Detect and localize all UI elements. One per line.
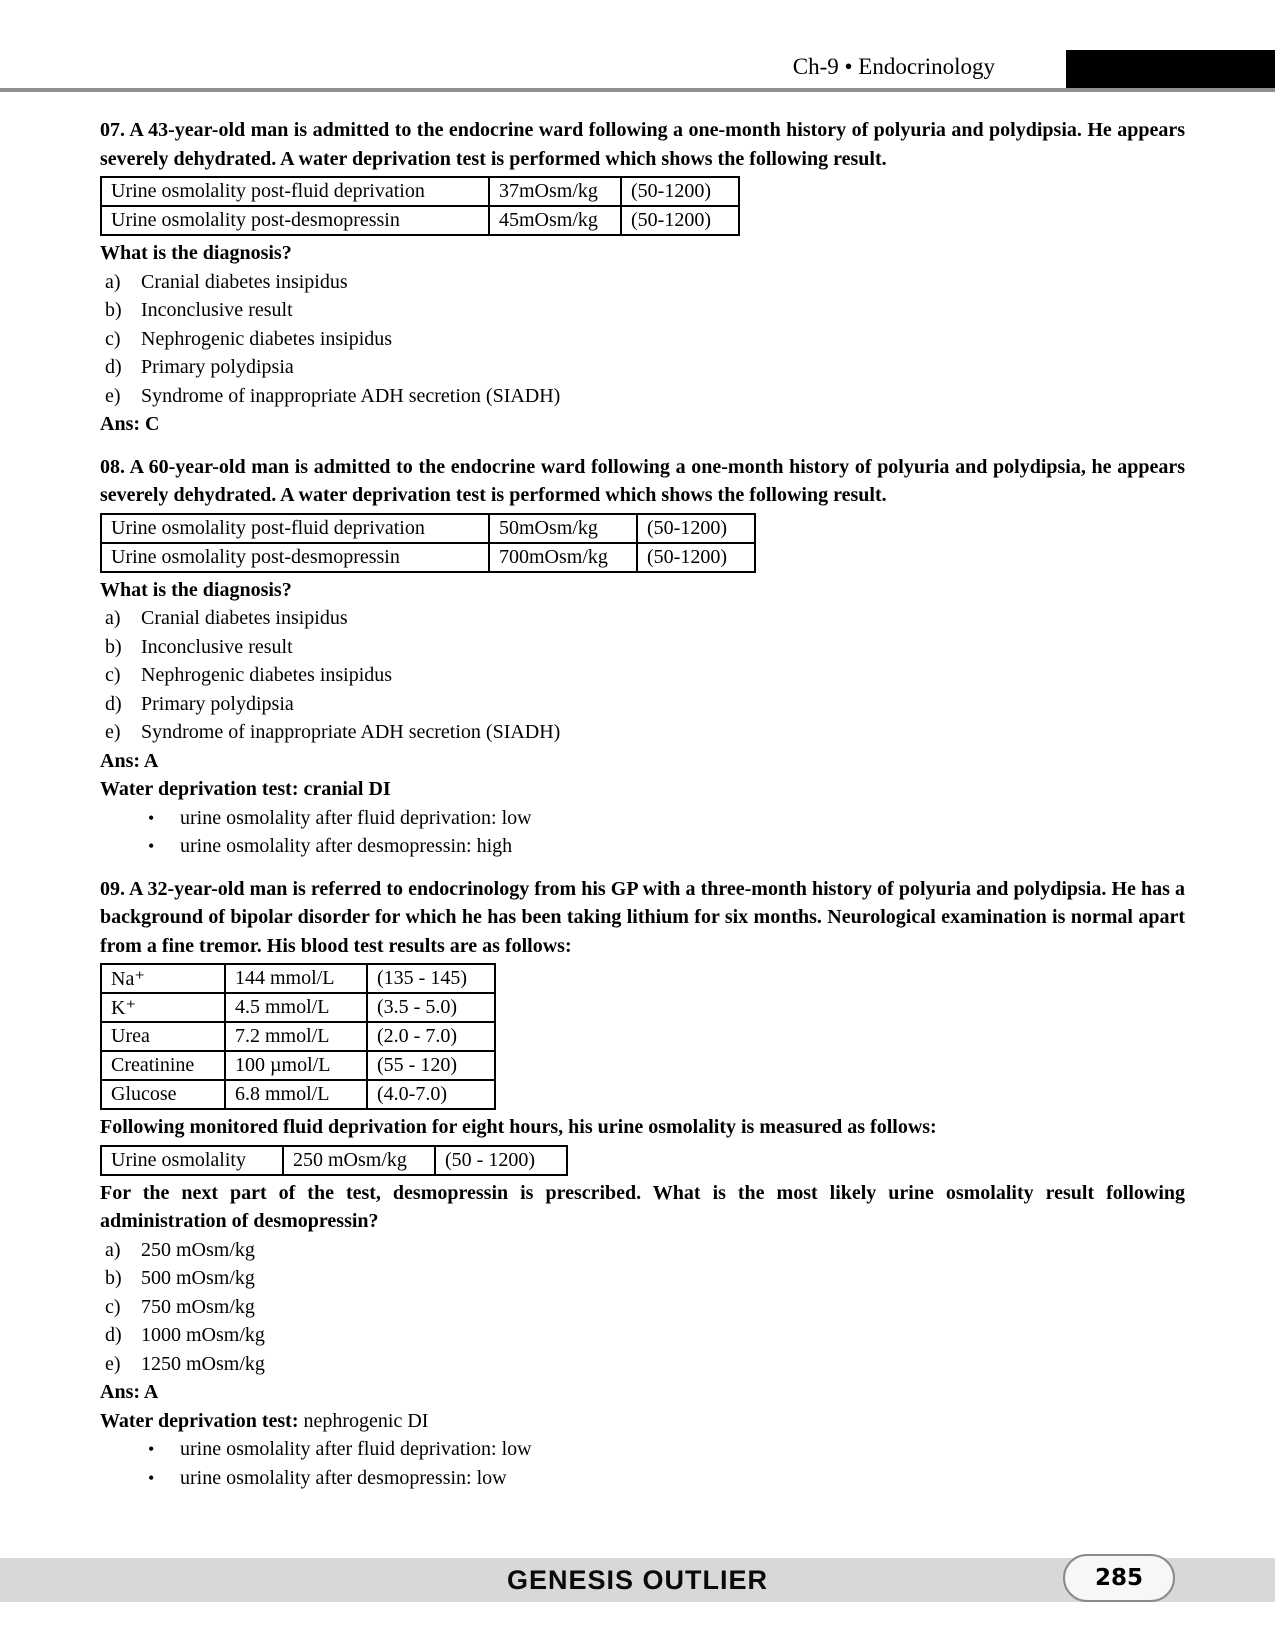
note-bold: Water deprivation test: cranial DI (100, 778, 391, 800)
table-row (101, 993, 495, 1022)
option-text: Nephrogenic diabetes insipidus (141, 664, 393, 686)
table-row (101, 964, 495, 993)
bullet-text: urine osmolality after desmopressin: low (180, 1466, 507, 1489)
page-number-pill (1063, 1554, 1175, 1602)
option-item (100, 1321, 1185, 1350)
table-cell: 50mOsm/kg (489, 514, 637, 543)
option-key: e) (105, 1352, 121, 1375)
table-cell: Urea (101, 1022, 225, 1051)
table-cell: (50-1200) (637, 514, 755, 543)
option-item (100, 296, 1185, 325)
list-item (100, 832, 1185, 861)
table-cell: (50-1200) (621, 177, 739, 206)
table-cell: (50-1200) (637, 543, 755, 572)
note-heading (100, 1407, 1185, 1436)
option-item (100, 718, 1185, 747)
options-list (100, 604, 1185, 747)
option-text: Inconclusive result (141, 299, 293, 321)
table-cell: Glucose (101, 1080, 225, 1109)
bullet-text: urine osmolality after fluid deprivation: low (180, 806, 532, 829)
option-item (100, 1236, 1185, 1265)
option-item (100, 1350, 1185, 1379)
question-prompt: For the next part of the test, desmopressin is prescribed. What is the most likely urine osmolality result following administration of desmopressin? (100, 1181, 1185, 1232)
option-text: 1250 mOsm/kg (141, 1352, 265, 1375)
option-text: 250 mOsm/kg (141, 1238, 255, 1261)
answer-line: Ans: C (100, 413, 160, 435)
table-cell: (55 - 120) (367, 1051, 495, 1080)
question-stem: 08. A 60-year-old man is admitted to the endocrine ward following a one-month history of polyuria and polydipsia, he appears severely dehydrated. A water deprivation test is performed which shows the following result. (100, 455, 1185, 506)
option-text: Syndrome of inappropriate ADH secretion (SIADH) (141, 384, 561, 407)
option-key: a) (105, 1238, 121, 1261)
bullet-icon: • (148, 1439, 155, 1459)
urine-osmolality-table (100, 1145, 568, 1176)
option-item (100, 604, 1185, 633)
option-key: d) (105, 1324, 122, 1346)
list-item (100, 1435, 1185, 1464)
note-heading (100, 775, 1185, 804)
header-rule (0, 88, 1275, 92)
option-item (100, 1293, 1185, 1322)
option-text: 750 mOsm/kg (141, 1295, 255, 1318)
option-text: Syndrome of inappropriate ADH secretion (SIADH) (141, 721, 561, 743)
table-cell: Urine osmolality post-desmopressin (101, 206, 489, 235)
table-cell: (4.0-7.0) (367, 1080, 495, 1109)
table-cell: 4.5 mmol/L (225, 993, 367, 1022)
option-key: a) (105, 270, 121, 293)
table-cell: Urine osmolality post-desmopressin (101, 543, 489, 572)
table-cell: 250 mOsm/kg (283, 1146, 435, 1175)
table-cell: 100 µmol/L (225, 1051, 367, 1080)
option-item (100, 690, 1185, 719)
page-number: 285 (1094, 1565, 1143, 1591)
question-prompt: What is the diagnosis? (100, 242, 292, 264)
blood-test-table (100, 963, 496, 1110)
option-text: Inconclusive result (141, 635, 293, 658)
option-item (100, 268, 1185, 297)
option-item (100, 633, 1185, 662)
option-item (100, 1264, 1185, 1293)
option-item (100, 661, 1185, 690)
option-item (100, 353, 1185, 382)
option-text: Primary polydipsia (141, 356, 294, 378)
option-key: d) (105, 692, 122, 715)
chapter-heading: Ch-9 • Endocrinology (792, 54, 995, 79)
option-key: b) (105, 299, 122, 321)
table-row (101, 1146, 567, 1175)
question-block-09 (100, 875, 1185, 1493)
table-cell: Na⁺ (101, 964, 225, 993)
bullet-list (100, 804, 1185, 861)
results-table (100, 513, 756, 573)
option-text: 500 mOsm/kg (141, 1267, 255, 1289)
option-key: c) (105, 327, 121, 350)
table-row (101, 206, 739, 235)
option-key: e) (105, 721, 121, 743)
table-cell: (135 - 145) (367, 964, 495, 993)
options-list (100, 268, 1185, 411)
publisher-brand: GENESIS OUTLIER (506, 1565, 769, 1595)
table-cell: 6.8 mmol/L (225, 1080, 367, 1109)
table-cell: (50-1200) (621, 206, 739, 235)
answer-line: Ans: A (100, 1381, 159, 1403)
table-cell: 7.2 mmol/L (225, 1022, 367, 1051)
list-item (100, 1464, 1185, 1493)
table-cell: Urine osmolality post-fluid deprivation (101, 514, 489, 543)
option-text: 1000 mOsm/kg (141, 1324, 265, 1346)
question-block-07 (100, 116, 1185, 439)
table-row (101, 1051, 495, 1080)
table-row (101, 177, 739, 206)
bullet-icon: • (148, 807, 155, 828)
note-rest: nephrogenic DI (298, 1409, 429, 1432)
table-row (101, 514, 755, 543)
list-item (100, 804, 1185, 833)
answer-line: Ans: A (100, 749, 159, 772)
table-cell: 37mOsm/kg (489, 177, 621, 206)
option-key: c) (105, 1295, 121, 1318)
table-cell: 700mOsm/kg (489, 543, 637, 572)
table-cell: 144 mmol/L (225, 964, 367, 993)
table-cell: (2.0 - 7.0) (367, 1022, 495, 1051)
table-row (101, 1022, 495, 1051)
option-item (100, 325, 1185, 354)
question-stem: 07. A 43-year-old man is admitted to the endocrine ward following a one-month history of polyuria and polydipsia. He appears severely dehydrated. A water deprivation test is performed which shows the following result. (100, 119, 1185, 170)
option-key: a) (105, 607, 121, 629)
bullet-text: urine osmolality after desmopressin: high (180, 835, 513, 857)
option-item (100, 382, 1185, 411)
option-key: b) (105, 1267, 122, 1289)
option-text: Primary polydipsia (141, 692, 294, 715)
table-cell: 45mOsm/kg (489, 206, 621, 235)
question-stem: 09. A 32-year-old man is referred to endocrinology from his GP with a three-month history of polyuria and polydipsia. He has a background of bipolar disorder for which he has been taking lithium for six months. Neurological examination is normal apart from a fine tremor. His blood test results are as follows: (100, 877, 1185, 957)
question-block-08 (100, 453, 1185, 861)
bullet-icon: • (148, 836, 155, 856)
table-cell: (50 - 1200) (435, 1146, 567, 1175)
bullet-text: urine osmolality after fluid deprivation: low (180, 1438, 532, 1460)
results-table (100, 176, 740, 236)
table-cell: Creatinine (101, 1051, 225, 1080)
note-bold: Water deprivation test: (100, 1409, 299, 1432)
options-list (100, 1236, 1185, 1379)
header-black-bar (1066, 50, 1275, 88)
table-row (101, 543, 755, 572)
option-text: Cranial diabetes insipidus (141, 270, 348, 293)
bullet-list (100, 1435, 1185, 1492)
option-key: c) (105, 664, 121, 686)
option-text: Cranial diabetes insipidus (141, 607, 348, 629)
table-cell: Urine osmolality (101, 1146, 283, 1175)
bullet-icon: • (148, 1467, 155, 1488)
table-cell: Urine osmolality post-fluid deprivation (101, 177, 489, 206)
option-key: d) (105, 356, 122, 378)
mid-instruction: Following monitored fluid deprivation for eight hours, his urine osmolality is measured as follows: (100, 1116, 937, 1138)
table-cell: K⁺ (101, 993, 225, 1022)
table-row (101, 1080, 495, 1109)
page-content (100, 116, 1185, 1492)
question-prompt: What is the diagnosis? (100, 578, 292, 601)
option-text: Nephrogenic diabetes insipidus (141, 327, 393, 350)
option-key: e) (105, 384, 121, 407)
table-cell: (3.5 - 5.0) (367, 993, 495, 1022)
option-key: b) (105, 635, 122, 658)
